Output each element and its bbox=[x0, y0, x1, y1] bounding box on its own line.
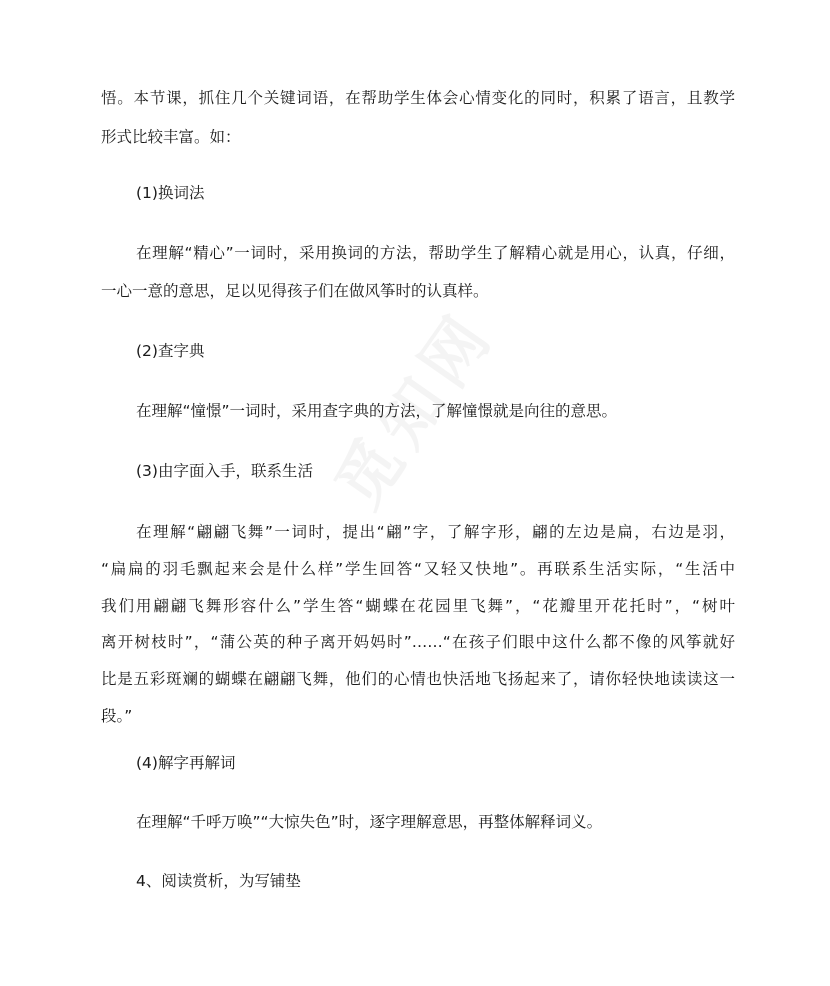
section-heading: 4、阅读赏析，为写铺垫 bbox=[136, 872, 301, 890]
paragraph-line: 悟。本节课，抓住几个关键词语，在帮助学生体会心情变化的同时，积累了语言，且教学 bbox=[101, 89, 735, 107]
paragraph-line: 在理解“憧憬”一词时，采用查字典的方法，了解憧憬就是向往的意思。 bbox=[136, 402, 618, 420]
paragraph-line: 在理解“精心”一词时，采用换词的方法，帮助学生了解精心就是用心，认真，仔细， bbox=[136, 244, 735, 262]
section-heading: (1)换词法 bbox=[136, 184, 205, 202]
paragraph-line: 离开树枝时”，“蒲公英的种子离开妈妈时”……“在孩子们眼中这什么都不像的风筝就好 bbox=[101, 633, 735, 651]
paragraph-line: 在理解“翩翩飞舞”一词时，提出“翩”字，了解字形，翩的左边是扁，右边是羽， bbox=[136, 523, 735, 541]
paragraph-line: 段。” bbox=[101, 707, 133, 725]
paragraph-line: 一心一意的意思，足以见得孩子们在做风筝时的认真样。 bbox=[101, 282, 489, 300]
section-heading: (3)由字面入手，联系生活 bbox=[136, 462, 313, 480]
paragraph-line: 在理解“千呼万唤”“大惊失色”时，逐字理解意思，再整体解释词义。 bbox=[136, 813, 603, 831]
paragraph-line: 形式比较丰富。如： bbox=[101, 128, 241, 146]
paragraph-line: “扁扁的羽毛飘起来会是什么样”学生回答“又轻又快地”。再联系生活实际，“生活中 bbox=[101, 560, 735, 578]
section-heading: (2)查字典 bbox=[136, 342, 205, 360]
section-heading: (4)解字再解词 bbox=[136, 754, 236, 772]
paragraph-line: 我们用翩翩飞舞形容什么”学生答“蝴蝶在花园里飞舞”，“花瓣里开花托时”，“树叶 bbox=[101, 597, 735, 615]
paragraph-line: 比是五彩斑斓的蝴蝶在翩翩飞舞，他们的心情也快活地飞扬起来了，请你轻快地读读这一 bbox=[101, 670, 735, 688]
